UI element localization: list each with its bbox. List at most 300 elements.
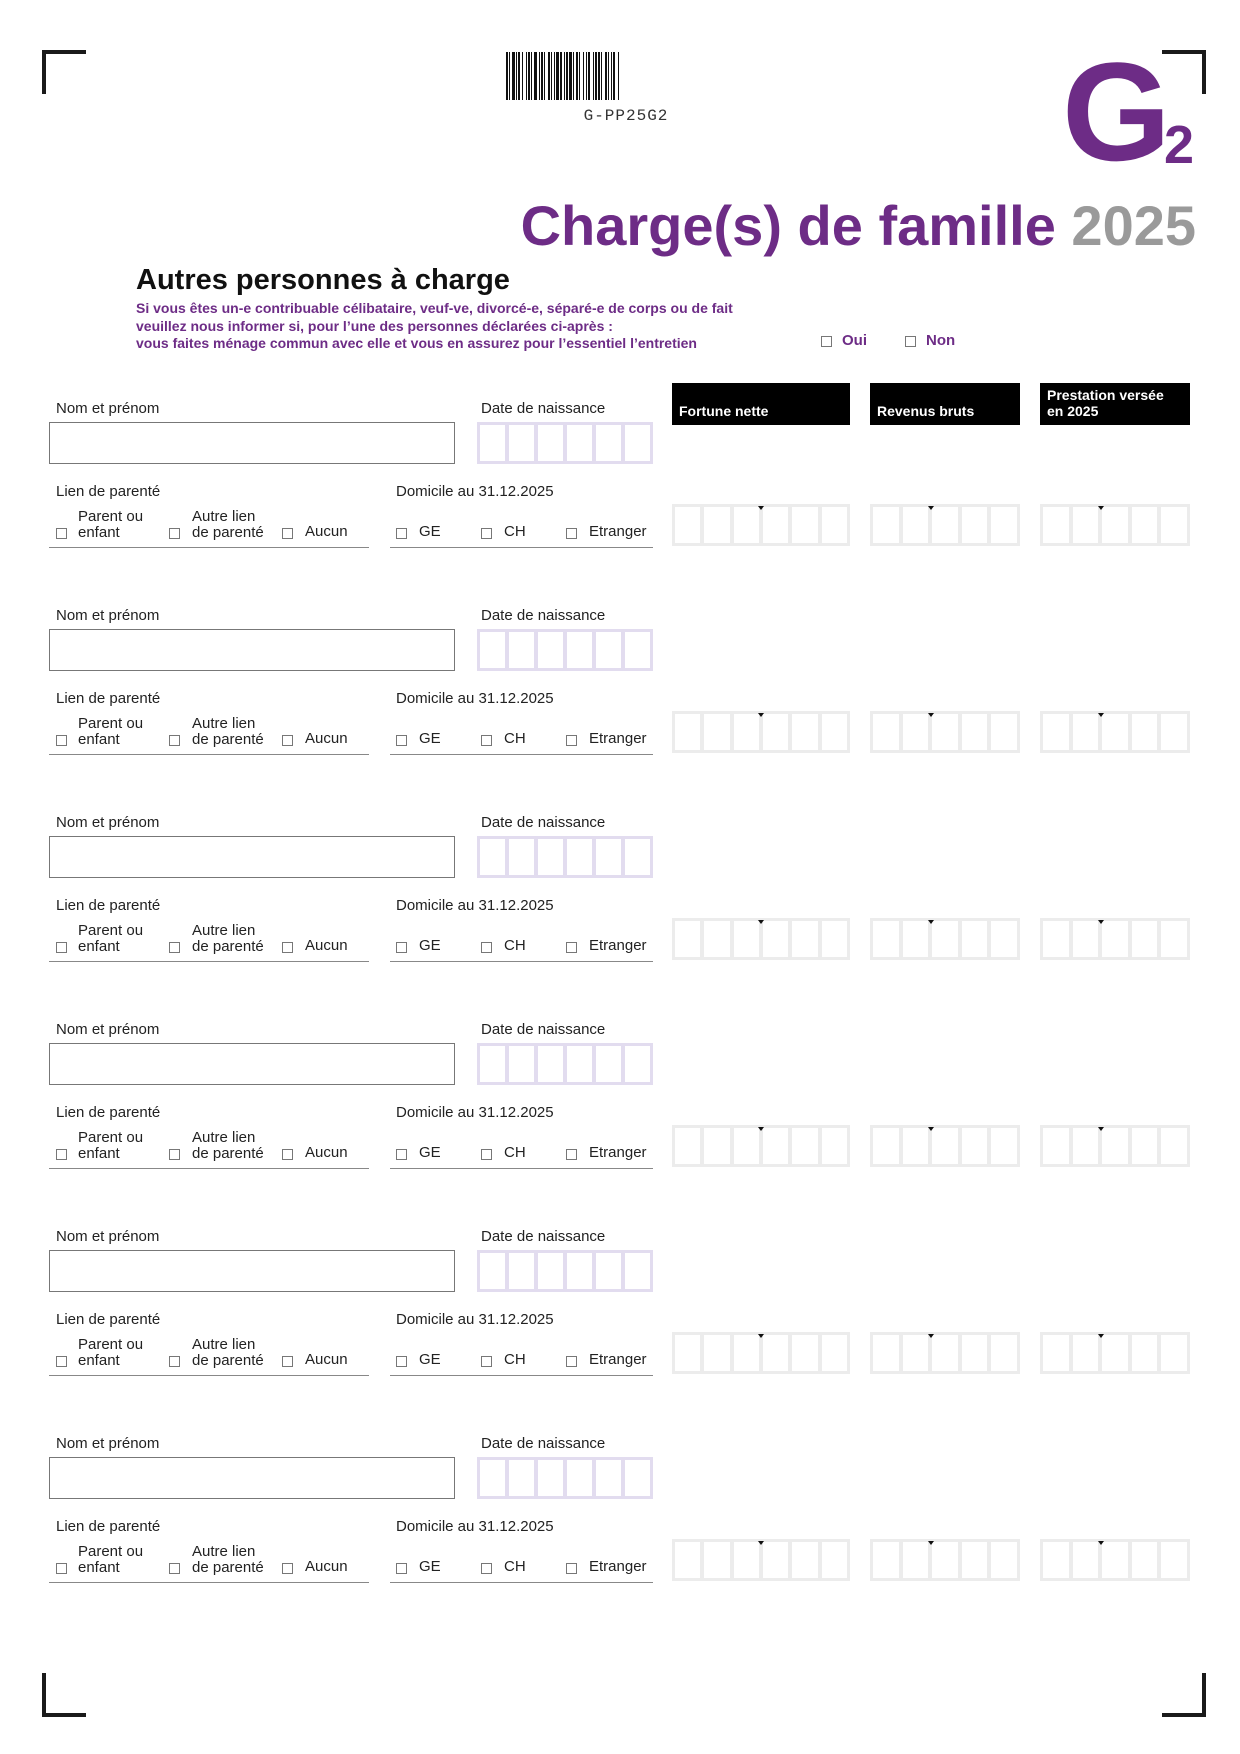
domicile-foreign-label: Etranger bbox=[589, 937, 647, 954]
domicile-ge-checkbox[interactable] bbox=[396, 942, 407, 953]
relationship-label: Lien de parenté bbox=[56, 1311, 161, 1328]
digit-box bbox=[1043, 1128, 1069, 1164]
digit-box bbox=[538, 632, 563, 668]
relationship-other-label: Autre lien de parenté bbox=[192, 1543, 264, 1576]
prestation-input[interactable] bbox=[1040, 1125, 1190, 1167]
yes-label: Oui bbox=[842, 332, 867, 349]
revenus-input[interactable] bbox=[870, 711, 1020, 753]
domicile-ch-label: CH bbox=[504, 730, 526, 747]
thousands-marker bbox=[928, 1334, 934, 1338]
digit-box bbox=[675, 507, 700, 543]
thousands-marker bbox=[758, 1127, 764, 1131]
digit-box bbox=[763, 921, 788, 957]
digit-box bbox=[509, 1253, 534, 1289]
digit-box bbox=[538, 839, 563, 875]
birthdate-label: Date de naissance bbox=[481, 607, 606, 624]
digit-box bbox=[1043, 507, 1069, 543]
digit-box bbox=[509, 1046, 534, 1082]
digit-box bbox=[596, 632, 621, 668]
domicile-foreign-checkbox[interactable] bbox=[566, 1149, 577, 1160]
digit-box bbox=[1102, 714, 1128, 750]
birthdate-input[interactable] bbox=[477, 836, 653, 878]
relationship-label: Lien de parenté bbox=[56, 483, 161, 500]
fortune-input[interactable] bbox=[672, 1539, 850, 1581]
domicile-ge-label: GE bbox=[419, 1351, 441, 1368]
relationship-none-label: Aucun bbox=[305, 1144, 348, 1161]
digit-box bbox=[1102, 1128, 1128, 1164]
birthdate-label: Date de naissance bbox=[481, 1228, 606, 1245]
thousands-marker bbox=[1098, 713, 1104, 717]
digit-box bbox=[822, 507, 847, 543]
fortune-input[interactable] bbox=[672, 1125, 850, 1167]
digit-box bbox=[734, 1542, 759, 1578]
digit-box bbox=[596, 1460, 621, 1496]
digit-box bbox=[480, 1253, 505, 1289]
domicile-underline bbox=[390, 1168, 653, 1169]
intro-line: vous faites ménage commun avec elle et vous en assurez pour l’essentiel l’entretien bbox=[136, 335, 697, 351]
relationship-label: Lien de parenté bbox=[56, 897, 161, 914]
relationship-parent-checkbox[interactable] bbox=[56, 528, 67, 539]
relationship-parent-checkbox[interactable] bbox=[56, 1149, 67, 1160]
birthdate-label: Date de naissance bbox=[481, 814, 606, 831]
thousands-marker bbox=[758, 1541, 764, 1545]
digit-box bbox=[873, 1542, 899, 1578]
digit-box bbox=[567, 1460, 592, 1496]
domicile-underline bbox=[390, 547, 653, 548]
digit-box bbox=[903, 714, 929, 750]
thousands-marker bbox=[928, 920, 934, 924]
digit-box bbox=[1073, 714, 1099, 750]
thousands-marker bbox=[1098, 1334, 1104, 1338]
digit-box bbox=[932, 1542, 958, 1578]
digit-box bbox=[873, 921, 899, 957]
domicile-label: Domicile au 31.12.2025 bbox=[396, 690, 554, 707]
digit-box bbox=[903, 1128, 929, 1164]
domicile-underline bbox=[390, 1582, 653, 1583]
relationship-none-label: Aucun bbox=[305, 1558, 348, 1575]
relationship-underline bbox=[49, 754, 369, 755]
digit-box bbox=[822, 921, 847, 957]
name-input[interactable] bbox=[49, 1457, 455, 1499]
digit-box bbox=[509, 632, 534, 668]
digit-box bbox=[480, 632, 505, 668]
domicile-ge-checkbox[interactable] bbox=[396, 1149, 407, 1160]
form-logo-subscript: 2 bbox=[1164, 115, 1195, 175]
domicile-ch-checkbox[interactable] bbox=[481, 735, 492, 746]
digit-box bbox=[932, 714, 958, 750]
digit-box bbox=[625, 839, 650, 875]
digit-box bbox=[763, 714, 788, 750]
digit-box bbox=[822, 714, 847, 750]
prestation-input[interactable] bbox=[1040, 918, 1190, 960]
name-input[interactable] bbox=[49, 1250, 455, 1292]
relationship-none-checkbox[interactable] bbox=[282, 735, 293, 746]
domicile-ch-checkbox[interactable] bbox=[481, 1356, 492, 1367]
fortune-input[interactable] bbox=[672, 504, 850, 546]
relationship-parent-checkbox[interactable] bbox=[56, 735, 67, 746]
digit-box bbox=[792, 1542, 817, 1578]
digit-box bbox=[625, 1046, 650, 1082]
digit-box bbox=[567, 425, 592, 461]
digit-box bbox=[596, 1046, 621, 1082]
digit-box bbox=[1073, 507, 1099, 543]
digit-box bbox=[1073, 1128, 1099, 1164]
digit-box bbox=[932, 1335, 958, 1371]
thousands-marker bbox=[1098, 920, 1104, 924]
digit-box bbox=[704, 921, 729, 957]
name-label: Nom et prénom bbox=[56, 1021, 160, 1038]
thousands-marker bbox=[928, 506, 934, 510]
name-input[interactable] bbox=[49, 836, 455, 878]
domicile-label: Domicile au 31.12.2025 bbox=[396, 1311, 554, 1328]
relationship-underline bbox=[49, 1582, 369, 1583]
domicile-ge-label: GE bbox=[419, 1144, 441, 1161]
digit-box bbox=[625, 1460, 650, 1496]
no-checkbox[interactable] bbox=[905, 336, 916, 347]
digit-box bbox=[734, 714, 759, 750]
domicile-ch-checkbox[interactable] bbox=[481, 942, 492, 953]
relationship-none-checkbox[interactable] bbox=[282, 1356, 293, 1367]
digit-box bbox=[962, 1335, 988, 1371]
prestation-input[interactable] bbox=[1040, 504, 1190, 546]
digit-box bbox=[792, 1128, 817, 1164]
intro-line: Si vous êtes un-e contribuable célibataire, veuf-ve, divorcé-e, séparé-e de corps ou de fait bbox=[136, 300, 733, 316]
digit-box bbox=[1132, 714, 1158, 750]
digit-box bbox=[991, 921, 1017, 957]
thousands-marker bbox=[758, 713, 764, 717]
column-header-prestation: Prestation versée en 2025 bbox=[1040, 383, 1190, 425]
relationship-other-checkbox[interactable] bbox=[169, 1149, 180, 1160]
digit-box bbox=[903, 1542, 929, 1578]
digit-box bbox=[991, 714, 1017, 750]
digit-box bbox=[625, 1253, 650, 1289]
birthdate-label: Date de naissance bbox=[481, 1021, 606, 1038]
digit-box bbox=[873, 1335, 899, 1371]
relationship-label: Lien de parenté bbox=[56, 1518, 161, 1535]
digit-box bbox=[873, 714, 899, 750]
birthdate-label: Date de naissance bbox=[481, 1435, 606, 1452]
column-header-fortune: Fortune nette bbox=[672, 383, 850, 425]
digit-box bbox=[763, 1128, 788, 1164]
name-label: Nom et prénom bbox=[56, 400, 160, 417]
relationship-parent-label: Parent ou enfant bbox=[78, 715, 144, 748]
relationship-other-checkbox[interactable] bbox=[169, 735, 180, 746]
domicile-label: Domicile au 31.12.2025 bbox=[396, 1518, 554, 1535]
digit-box bbox=[792, 714, 817, 750]
digit-box bbox=[675, 1335, 700, 1371]
birthdate-input[interactable] bbox=[477, 422, 653, 464]
domicile-foreign-label: Etranger bbox=[589, 1558, 647, 1575]
digit-box bbox=[1043, 921, 1069, 957]
fortune-input[interactable] bbox=[672, 711, 850, 753]
domicile-ch-checkbox[interactable] bbox=[481, 1563, 492, 1574]
relationship-other-checkbox[interactable] bbox=[169, 1563, 180, 1574]
digit-box bbox=[822, 1335, 847, 1371]
digit-box bbox=[1161, 507, 1187, 543]
domicile-ge-checkbox[interactable] bbox=[396, 735, 407, 746]
barcode bbox=[506, 52, 746, 100]
domicile-foreign-checkbox[interactable] bbox=[566, 1356, 577, 1367]
domicile-ge-checkbox[interactable] bbox=[396, 1356, 407, 1367]
relationship-none-label: Aucun bbox=[305, 523, 348, 540]
domicile-foreign-checkbox[interactable] bbox=[566, 1563, 577, 1574]
digit-box bbox=[567, 1046, 592, 1082]
domicile-foreign-checkbox[interactable] bbox=[566, 942, 577, 953]
digit-box bbox=[1043, 714, 1069, 750]
digit-box bbox=[675, 714, 700, 750]
revenus-input[interactable] bbox=[870, 504, 1020, 546]
domicile-ge-label: GE bbox=[419, 730, 441, 747]
relationship-underline bbox=[49, 1168, 369, 1169]
digit-box bbox=[991, 1335, 1017, 1371]
domicile-ch-label: CH bbox=[504, 1558, 526, 1575]
digit-box bbox=[873, 1128, 899, 1164]
name-input[interactable] bbox=[49, 422, 455, 464]
thousands-marker bbox=[1098, 1541, 1104, 1545]
digit-box bbox=[1161, 714, 1187, 750]
digit-box bbox=[567, 1253, 592, 1289]
revenus-input[interactable] bbox=[870, 1332, 1020, 1374]
domicile-foreign-checkbox[interactable] bbox=[566, 528, 577, 539]
digit-box bbox=[962, 1128, 988, 1164]
digit-box bbox=[903, 921, 929, 957]
relationship-underline bbox=[49, 547, 369, 548]
section-title: Autres personnes à charge bbox=[136, 264, 510, 296]
name-label: Nom et prénom bbox=[56, 607, 160, 624]
digit-box bbox=[903, 507, 929, 543]
digit-box bbox=[873, 507, 899, 543]
digit-box bbox=[1161, 921, 1187, 957]
digit-box bbox=[1132, 1128, 1158, 1164]
relationship-none-checkbox[interactable] bbox=[282, 942, 293, 953]
digit-box bbox=[792, 921, 817, 957]
domicile-ge-label: GE bbox=[419, 1558, 441, 1575]
digit-box bbox=[596, 425, 621, 461]
digit-box bbox=[1073, 921, 1099, 957]
domicile-ge-checkbox[interactable] bbox=[396, 1563, 407, 1574]
digit-box bbox=[1102, 1335, 1128, 1371]
revenus-input[interactable] bbox=[870, 918, 1020, 960]
revenus-input[interactable] bbox=[870, 1539, 1020, 1581]
digit-box bbox=[962, 714, 988, 750]
digit-box bbox=[480, 425, 505, 461]
thousands-marker bbox=[928, 1127, 934, 1131]
domicile-underline bbox=[390, 1375, 653, 1376]
domicile-ch-label: CH bbox=[504, 523, 526, 540]
digit-box bbox=[538, 1253, 563, 1289]
digit-box bbox=[763, 1335, 788, 1371]
form-logo-letter: G bbox=[1062, 33, 1171, 190]
relationship-none-checkbox[interactable] bbox=[282, 528, 293, 539]
relationship-none-checkbox[interactable] bbox=[282, 1149, 293, 1160]
digit-box bbox=[991, 507, 1017, 543]
digit-box bbox=[704, 1542, 729, 1578]
relationship-label: Lien de parenté bbox=[56, 690, 161, 707]
digit-box bbox=[538, 425, 563, 461]
digit-box bbox=[625, 425, 650, 461]
relationship-parent-label: Parent ou enfant bbox=[78, 508, 144, 541]
fortune-input[interactable] bbox=[672, 1332, 850, 1374]
digit-box bbox=[596, 1253, 621, 1289]
digit-box bbox=[932, 1128, 958, 1164]
relationship-none-checkbox[interactable] bbox=[282, 1563, 293, 1574]
digit-box bbox=[480, 1046, 505, 1082]
intro-line: veuillez nous informer si, pour l’une des personnes déclarées ci-après : bbox=[136, 317, 613, 334]
relationship-underline bbox=[49, 1375, 369, 1376]
digit-box bbox=[962, 507, 988, 543]
domicile-ch-checkbox[interactable] bbox=[481, 1149, 492, 1160]
digit-box bbox=[1161, 1335, 1187, 1371]
digit-box bbox=[538, 1046, 563, 1082]
page-title-text: Charge(s) de famille bbox=[520, 194, 1056, 257]
domicile-ch-label: CH bbox=[504, 1351, 526, 1368]
barcode-text: G-PP25G2 bbox=[583, 107, 669, 125]
name-label: Nom et prénom bbox=[56, 1435, 160, 1452]
digit-box bbox=[509, 425, 534, 461]
digit-box bbox=[734, 921, 759, 957]
relationship-other-label: Autre lien de parenté bbox=[192, 922, 264, 955]
relationship-none-label: Aucun bbox=[305, 1351, 348, 1368]
relationship-none-label: Aucun bbox=[305, 937, 348, 954]
domicile-ge-checkbox[interactable] bbox=[396, 528, 407, 539]
relationship-parent-label: Parent ou enfant bbox=[78, 1336, 144, 1369]
digit-box bbox=[1132, 921, 1158, 957]
digit-box bbox=[480, 1460, 505, 1496]
digit-box bbox=[704, 507, 729, 543]
digit-box bbox=[1102, 921, 1128, 957]
digit-box bbox=[962, 1542, 988, 1578]
digit-box bbox=[932, 507, 958, 543]
prestation-input[interactable] bbox=[1040, 1332, 1190, 1374]
thousands-marker bbox=[758, 506, 764, 510]
name-label: Nom et prénom bbox=[56, 814, 160, 831]
thousands-marker bbox=[758, 920, 764, 924]
thousands-marker bbox=[758, 1334, 764, 1338]
digit-box bbox=[480, 839, 505, 875]
domicile-foreign-label: Etranger bbox=[589, 1144, 647, 1161]
no-label: Non bbox=[926, 332, 956, 349]
digit-box bbox=[822, 1542, 847, 1578]
digit-box bbox=[734, 507, 759, 543]
digit-box bbox=[538, 1460, 563, 1496]
domicile-underline bbox=[390, 961, 653, 962]
name-label: Nom et prénom bbox=[56, 1228, 160, 1245]
digit-box bbox=[1102, 507, 1128, 543]
fortune-input[interactable] bbox=[672, 918, 850, 960]
digit-box bbox=[962, 921, 988, 957]
domicile-label: Domicile au 31.12.2025 bbox=[396, 1104, 554, 1121]
birthdate-input[interactable] bbox=[477, 629, 653, 671]
name-input[interactable] bbox=[49, 1043, 455, 1085]
digit-box bbox=[1102, 1542, 1128, 1578]
relationship-other-label: Autre lien de parenté bbox=[192, 1129, 264, 1162]
digit-box bbox=[1161, 1542, 1187, 1578]
digit-box bbox=[1132, 1335, 1158, 1371]
domicile-ge-label: GE bbox=[419, 937, 441, 954]
relationship-parent-checkbox[interactable] bbox=[56, 1563, 67, 1574]
relationship-label: Lien de parenté bbox=[56, 1104, 161, 1121]
prestation-input[interactable] bbox=[1040, 711, 1190, 753]
relationship-parent-checkbox[interactable] bbox=[56, 1356, 67, 1367]
digit-box bbox=[704, 1335, 729, 1371]
digit-box bbox=[675, 1128, 700, 1164]
corner-mark-bottom-left bbox=[42, 1673, 86, 1717]
relationship-parent-label: Parent ou enfant bbox=[78, 922, 144, 955]
corner-mark-top-left bbox=[42, 50, 86, 94]
relationship-none-label: Aucun bbox=[305, 730, 348, 747]
revenus-input[interactable] bbox=[870, 1125, 1020, 1167]
thousands-marker bbox=[1098, 1127, 1104, 1131]
domicile-foreign-label: Etranger bbox=[589, 523, 647, 540]
page-title bbox=[520, 194, 1196, 257]
digit-box bbox=[1161, 1128, 1187, 1164]
digit-box bbox=[509, 839, 534, 875]
domicile-ch-checkbox[interactable] bbox=[481, 528, 492, 539]
digit-box bbox=[567, 839, 592, 875]
relationship-parent-checkbox[interactable] bbox=[56, 942, 67, 953]
domicile-foreign-label: Etranger bbox=[589, 730, 647, 747]
domicile-foreign-checkbox[interactable] bbox=[566, 735, 577, 746]
digit-box bbox=[1073, 1542, 1099, 1578]
domicile-label: Domicile au 31.12.2025 bbox=[396, 897, 554, 914]
relationship-underline bbox=[49, 961, 369, 962]
digit-box bbox=[625, 632, 650, 668]
thousands-marker bbox=[1098, 506, 1104, 510]
domicile-foreign-label: Etranger bbox=[589, 1351, 647, 1368]
digit-box bbox=[763, 1542, 788, 1578]
domicile-ch-label: CH bbox=[504, 937, 526, 954]
relationship-other-checkbox[interactable] bbox=[169, 1356, 180, 1367]
page-title-year: 2025 bbox=[1071, 194, 1196, 257]
birthdate-input[interactable] bbox=[477, 1043, 653, 1085]
digit-box bbox=[1132, 507, 1158, 543]
digit-box bbox=[1043, 1335, 1069, 1371]
relationship-other-checkbox[interactable] bbox=[169, 528, 180, 539]
digit-box bbox=[991, 1542, 1017, 1578]
birthdate-label: Date de naissance bbox=[481, 400, 606, 417]
digit-box bbox=[596, 839, 621, 875]
relationship-other-checkbox[interactable] bbox=[169, 942, 180, 953]
birthdate-input[interactable] bbox=[477, 1457, 653, 1499]
domicile-ge-label: GE bbox=[419, 523, 441, 540]
digit-box bbox=[734, 1335, 759, 1371]
digit-box bbox=[822, 1128, 847, 1164]
digit-box bbox=[932, 921, 958, 957]
digit-box bbox=[1132, 1542, 1158, 1578]
digit-box bbox=[509, 1460, 534, 1496]
domicile-underline bbox=[390, 754, 653, 755]
birthdate-input[interactable] bbox=[477, 1250, 653, 1292]
digit-box bbox=[792, 1335, 817, 1371]
relationship-parent-label: Parent ou enfant bbox=[78, 1129, 144, 1162]
thousands-marker bbox=[928, 1541, 934, 1545]
relationship-other-label: Autre lien de parenté bbox=[192, 715, 264, 748]
digit-box bbox=[763, 507, 788, 543]
name-input[interactable] bbox=[49, 629, 455, 671]
yes-checkbox[interactable] bbox=[821, 336, 832, 347]
corner-mark-bottom-right bbox=[1162, 1673, 1206, 1717]
digit-box bbox=[704, 714, 729, 750]
digit-box bbox=[704, 1128, 729, 1164]
digit-box bbox=[991, 1128, 1017, 1164]
relationship-other-label: Autre lien de parenté bbox=[192, 508, 264, 541]
digit-box bbox=[1073, 1335, 1099, 1371]
relationship-parent-label: Parent ou enfant bbox=[78, 1543, 144, 1576]
digit-box bbox=[792, 507, 817, 543]
prestation-input[interactable] bbox=[1040, 1539, 1190, 1581]
relationship-other-label: Autre lien de parenté bbox=[192, 1336, 264, 1369]
thousands-marker bbox=[928, 713, 934, 717]
